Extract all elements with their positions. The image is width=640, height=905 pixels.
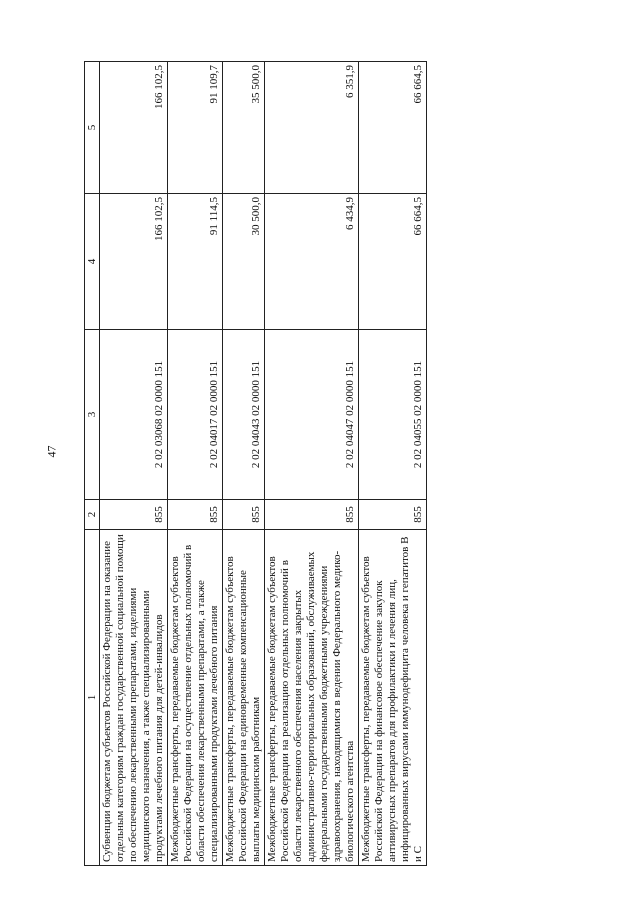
table-row <box>168 62 223 866</box>
row-amount-fact: 6 351,9 <box>265 62 359 194</box>
row-budget-code: 2 02 04043 02 0000 151 <box>223 330 265 500</box>
row-amount-plan: 30 500,0 <box>223 194 265 330</box>
column-header: 2 <box>85 500 100 530</box>
row-description: Межбюджетные трансферты, передаваемые бюджетам субъектов Российской Федерации на финансовое обеспечение закупок антивирусных препаратов для профилактики и лечения лиц, инфицированных вирусами иммунодефицита человека и гепатитов В и С <box>359 530 427 866</box>
row-admin-code: 855 <box>168 500 223 530</box>
row-admin-code: 855 <box>223 500 265 530</box>
row-admin-code: 855 <box>100 500 168 530</box>
row-budget-code: 2 02 04017 02 0000 151 <box>168 330 223 500</box>
row-budget-code: 2 02 04047 02 0000 151 <box>265 330 359 500</box>
row-description: Межбюджетные трансферты, передаваемые бюджетам субъектов Российской Федерации на реализацию отдельных полномочий в области лекарственного обеспечения населения закрытых административно-территориальных образований, обслуживаемых федеральными государственными бюджетными учреждениями здравоохранения, находящимися в ведении Федерального медико-биологического агентства <box>265 530 359 866</box>
row-description: Субвенции бюджетам субъектов Российской Федерации на оказание отдельным категориям граждан государственной социальной помощи по обеспечению лекарственными препаратами, изделиями медицинского назначения, а также специализированными продуктами лечебного питания для детей-инвалидов <box>100 530 168 866</box>
row-amount-plan: 166 102,5 <box>100 194 168 330</box>
row-amount-fact: 91 109,7 <box>168 62 223 194</box>
header-row <box>85 62 100 866</box>
row-budget-code: 2 02 04055 02 0000 151 <box>359 330 427 500</box>
row-amount-plan: 6 434,9 <box>265 194 359 330</box>
table-row <box>359 62 427 866</box>
row-admin-code: 855 <box>265 500 359 530</box>
column-header: 3 <box>85 330 100 500</box>
table-wrapper <box>84 62 509 866</box>
rotated-table-container <box>84 62 509 866</box>
row-amount-fact: 66 664,5 <box>359 62 427 194</box>
table-row <box>100 62 168 866</box>
column-header: 5 <box>85 62 100 194</box>
table-row <box>265 62 359 866</box>
row-amount-fact: 166 102,5 <box>100 62 168 194</box>
row-amount-plan: 91 114,5 <box>168 194 223 330</box>
column-header: 4 <box>85 194 100 330</box>
row-amount-plan: 66 664,5 <box>359 194 427 330</box>
row-amount-fact: 35 500,0 <box>223 62 265 194</box>
page-number: 47 <box>44 445 59 458</box>
row-description: Межбюджетные трансферты, передаваемые бюджетам субъектов Российской Федерации на единовременные компенсационные выплаты медицинским работникам <box>223 530 265 866</box>
row-admin-code: 855 <box>359 500 427 530</box>
table-row <box>223 62 265 866</box>
budget-table <box>84 61 427 866</box>
row-budget-code: 2 02 03068 02 0000 151 <box>100 330 168 500</box>
column-header: 1 <box>85 530 100 866</box>
row-description: Межбюджетные трансферты, передаваемые бюджетам субъектов Российской Федерации на осуществление отдельных полномочий в области обеспечения лекарственными препаратами, а также специализированными продуктами лечебного питания <box>168 530 223 866</box>
